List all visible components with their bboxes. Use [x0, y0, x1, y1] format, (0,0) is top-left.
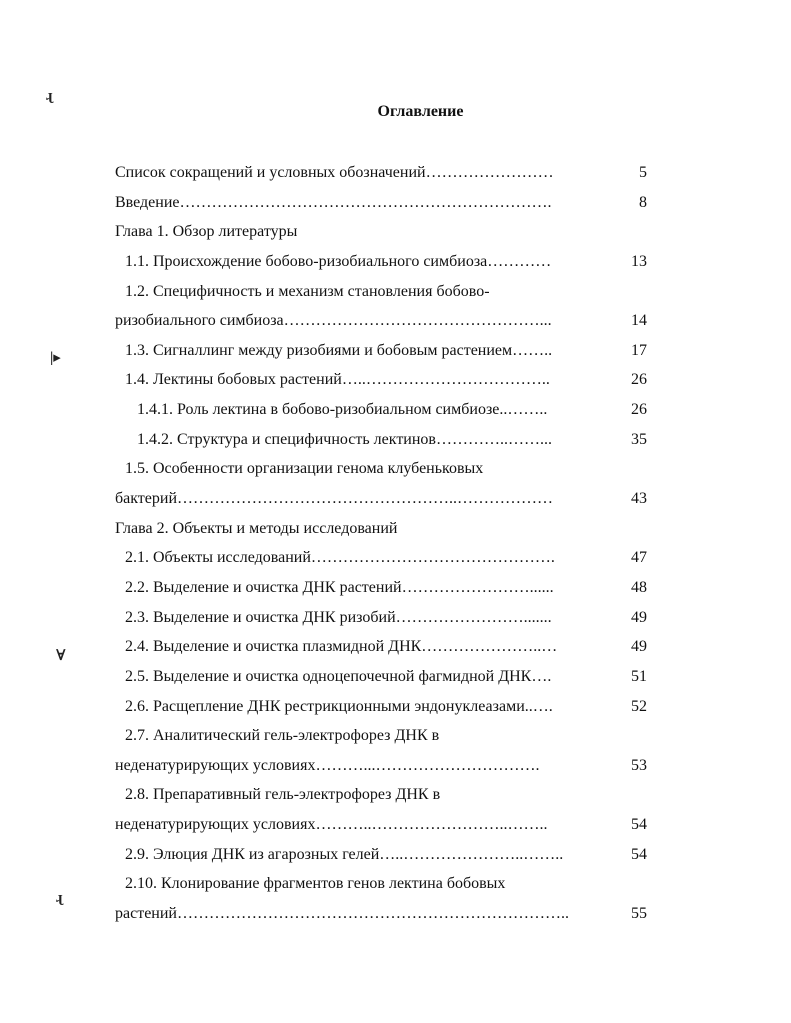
toc-entry-text: Глава 2. Объекты и методы исследований: [115, 519, 398, 537]
toc-page-number: 54: [631, 845, 647, 863]
toc-entry: [115, 723, 655, 753]
toc-entry-text: 1.2. Специфичность и механизм становления бобово-: [125, 282, 490, 300]
toc-page-number: 48: [631, 578, 647, 596]
toc-page-number: 49: [631, 638, 647, 656]
toc-page-number: 43: [631, 490, 647, 508]
toc-entry-text: растений………………………………………………………………..: [115, 905, 569, 923]
toc-entry-text: 1.3. Сигналлинг между ризобиями и бобовым растением……..: [125, 341, 553, 359]
toc-entry-text: ризобиального симбиоза…………………………………………...: [115, 312, 552, 330]
toc-entry-text: 1.5. Особенности организации генома клубеньковых: [125, 460, 484, 478]
toc-entry: [115, 664, 655, 694]
toc-page-number: 51: [631, 667, 647, 685]
toc-entry-text: 1.4.2. Структура и специфичность лектинов…………..……...: [137, 430, 552, 448]
toc-entry-text: неденатурирующих условиях………..……………………..……..: [115, 816, 548, 834]
toc-entry: [115, 901, 655, 931]
toc-entry-text: 1.1. Происхождение бобово-ризобиального симбиоза…………: [125, 252, 552, 270]
toc-entry-text: 2.2. Выделение и очистка ДНК растений……………………......: [125, 578, 554, 596]
toc-entry: [115, 516, 655, 546]
toc-entry-text: 2.9. Элюция ДНК из агарозных гелей…..…………………..……..: [125, 845, 564, 863]
toc-entry-text: бактерий……………………………………………..………………: [115, 490, 554, 508]
toc-page-number: 5: [639, 164, 647, 181]
toc-entry: [115, 427, 655, 457]
toc-page-number: 26: [631, 371, 647, 389]
toc-page-number: 49: [631, 608, 647, 626]
toc-entry: [115, 782, 655, 812]
toc-entry: [115, 367, 655, 397]
toc-entry: [115, 160, 655, 190]
toc-entry: [115, 279, 655, 309]
toc-entry: [115, 694, 655, 724]
scan-mark-icon: ɻ: [46, 88, 53, 104]
toc-entry-text: неденатурирующих условиях………...………………………….: [115, 756, 540, 774]
toc-page-number: 26: [631, 401, 647, 419]
toc-entry-text: 2.8. Препаративный гель-электрофорез ДНК в: [125, 786, 441, 804]
toc-entry: [115, 871, 655, 901]
toc-page-number: 8: [639, 193, 647, 211]
toc-entry-text: 2.1. Объекты исследований……………………………………….: [125, 549, 555, 567]
toc-entry-text: 2.7. Аналитический гель-электрофорез ДНК в: [125, 727, 440, 745]
toc-page-number: 17: [631, 341, 647, 359]
toc-entry-text: 2.3. Выделение и очистка ДНК ризобий…………………….......: [125, 608, 552, 626]
toc-page-number: 53: [631, 756, 647, 774]
toc-entry: [115, 486, 655, 516]
toc-page-number: 52: [631, 697, 647, 715]
toc-entry-text: 2.5. Выделение и очистка одноцепочечной фагмидной ДНК….: [125, 667, 552, 685]
toc-entry-text: 2.6. Расщепление ДНК рестрикционными эндонуклеазами..….: [125, 697, 553, 715]
table-of-contents: [115, 160, 655, 931]
toc-entry-text: Введение…………………………………………………………….: [115, 193, 552, 211]
toc-entry: [115, 456, 655, 486]
toc-entry: [115, 308, 655, 338]
toc-entry: [115, 397, 655, 427]
toc-page-number: 35: [631, 430, 647, 448]
toc-entry: [115, 545, 655, 575]
toc-page-number: 13: [631, 252, 647, 270]
toc-page-number: 54: [631, 816, 647, 834]
toc-page-number: 14: [631, 312, 647, 330]
toc-entry-text: 1.4. Лектины бобовых растений…..……………………………..: [125, 371, 550, 389]
toc-entry: [115, 753, 655, 783]
toc-entry-text: Глава 1. Обзор литературы: [115, 223, 298, 241]
toc-entry: [115, 605, 655, 635]
toc-entry-text: 2.4. Выделение и очистка плазмидной ДНК…………………..…: [125, 638, 558, 656]
toc-entry: [115, 812, 655, 842]
scan-mark-icon: ɻ: [56, 890, 63, 906]
toc-entry: [115, 219, 655, 249]
toc-entry: [115, 575, 655, 605]
page-title: Оглавление: [377, 103, 464, 120]
toc-page-number: 55: [631, 905, 647, 923]
scan-mark-icon: |▸: [50, 350, 61, 366]
toc-entry-text: 2.10. Клонирование фрагментов генов лектина бобовых: [125, 875, 506, 893]
toc-entry: [115, 190, 655, 220]
toc-entry-text: 1.4.1. Роль лектина в бобово-ризобиальном симбиозе..……..: [137, 401, 548, 419]
toc-entry: [115, 249, 655, 279]
toc-entry: [115, 634, 655, 664]
scan-mark-icon: ∀: [56, 648, 66, 664]
toc-entry: [115, 338, 655, 368]
toc-page-number: 47: [631, 549, 647, 567]
toc-entry-text: Список сокращений и условных обозначений……………………: [115, 164, 554, 181]
toc-entry: [115, 842, 655, 872]
